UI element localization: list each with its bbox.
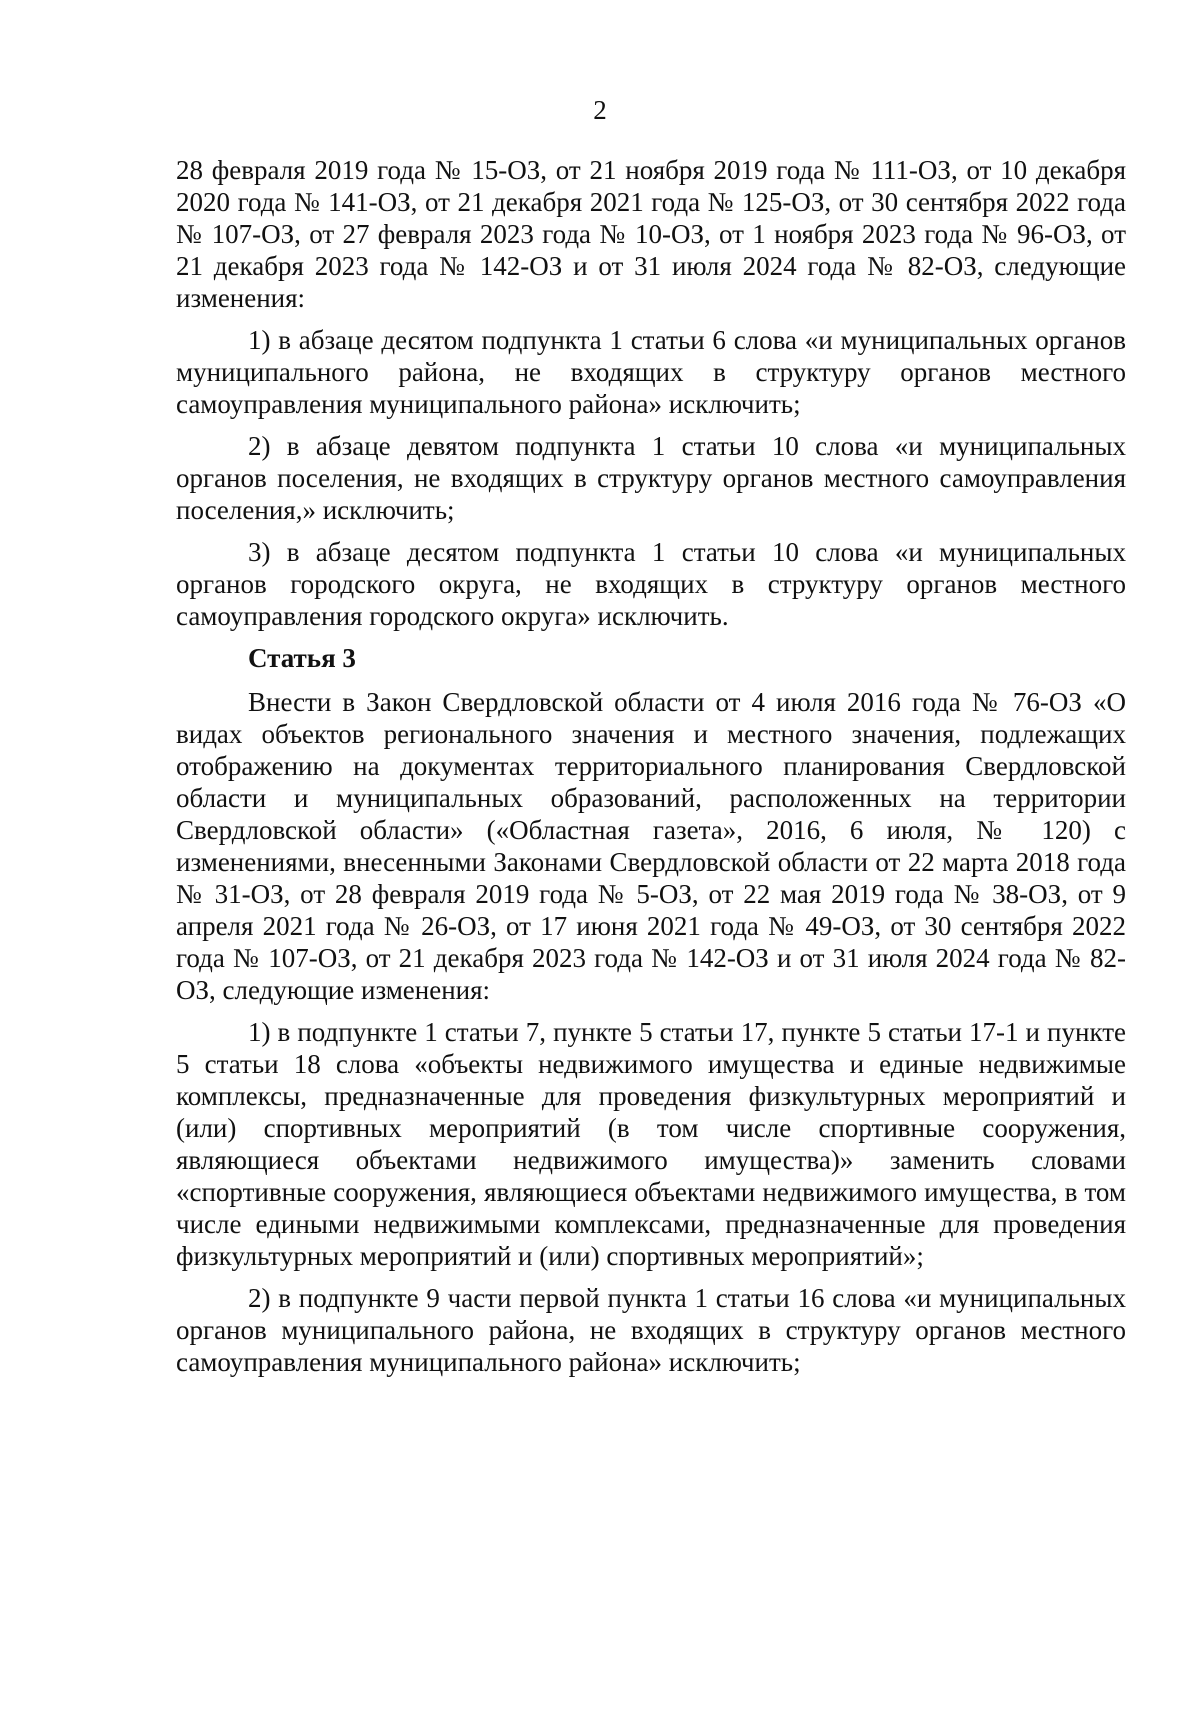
article-item-1: 1) в подпункте 1 статьи 7, пункте 5 статьи 17, пункте 5 статьи 17-1 и пункте 5 статьи 18 слова «объекты недвижимого имущества и единые недвижимые комплексы, предназначенные для проведения физкультурных мероприятий и (или) спортивных мероприятий (в том числе спортивные сооружения, являющиеся объектами недвижимого имущества)» заменить словами «спортивные сооружения, являющиеся объектами недвижимого имущества, в том числе едиными недвижимыми комплексами, предназначенные для проведения физкультурных мероприятий и (или) спортивных мероприятий»;: [176, 1017, 1126, 1271]
document-body: [176, 154, 1126, 1388]
article-item-2: 2) в подпункте 9 части первой пункта 1 статьи 16 слова «и муниципальных органов муниципального района, не входящих в структуру органов местного самоуправления муниципального района» исключить;: [176, 1283, 1126, 1377]
page-number: 2: [593, 95, 607, 125]
amendment-item-3: 3) в абзаце десятом подпункта 1 статьи 10 слова «и муниципальных органов городского округа, не входящих в структуру органов местного самоуправления городского округа» исключить.: [176, 537, 1126, 631]
article-heading: Статья 3: [248, 643, 356, 673]
amendment-item-1: 1) в абзаце десятом подпункта 1 статьи 6 слова «и муниципальных органов муниципального района, не входящих в структуру органов местного самоуправления муниципального района» исключить;: [176, 325, 1126, 419]
continuation-paragraph: 28 февраля 2019 года № 15-ОЗ, от 21 ноября 2019 года № 111-ОЗ, от 10 декабря 2020 года № 141-ОЗ, от 21 декабря 2021 года № 125-ОЗ, от 30 сентября 2022 года № 107-ОЗ, от 27 февраля 2023 года № 10-ОЗ, от 1 ноября 2023 года № 96-ОЗ, от 21 декабря 2023 года № 142-ОЗ и от 31 июля 2024 года № 82-ОЗ, следующие изменения:: [176, 155, 1126, 313]
amendment-item-2: 2) в абзаце девятом подпункта 1 статьи 10 слова «и муниципальных органов поселения, не входящих в структуру органов местного самоуправления поселения,» исключить;: [176, 431, 1126, 525]
article-intro-paragraph: Внести в Закон Свердловской области от 4 июля 2016 года № 76-ОЗ «О видах объектов регионального значения и местного значения, подлежащих отображению на документах территориального планирования Свердловской области и муниципальных образований, расположенных на территории Свердловской области» («Областная газета», 2016, 6 июля, № 120) с изменениями, внесенными Законами Свердловской области от 22 марта 2018 года № 31-ОЗ, от 28 февраля 2019 года № 5-ОЗ, от 22 мая 2019 года № 38-ОЗ, от 9 апреля 2021 года № 26-ОЗ, от 17 июня 2021 года № 49-ОЗ, от 30 сентября 2022 года № 107-ОЗ, от 21 декабря 2023 года № 142-ОЗ и от 31 июля 2024 года № 82-ОЗ, следующие изменения:: [176, 687, 1126, 1005]
